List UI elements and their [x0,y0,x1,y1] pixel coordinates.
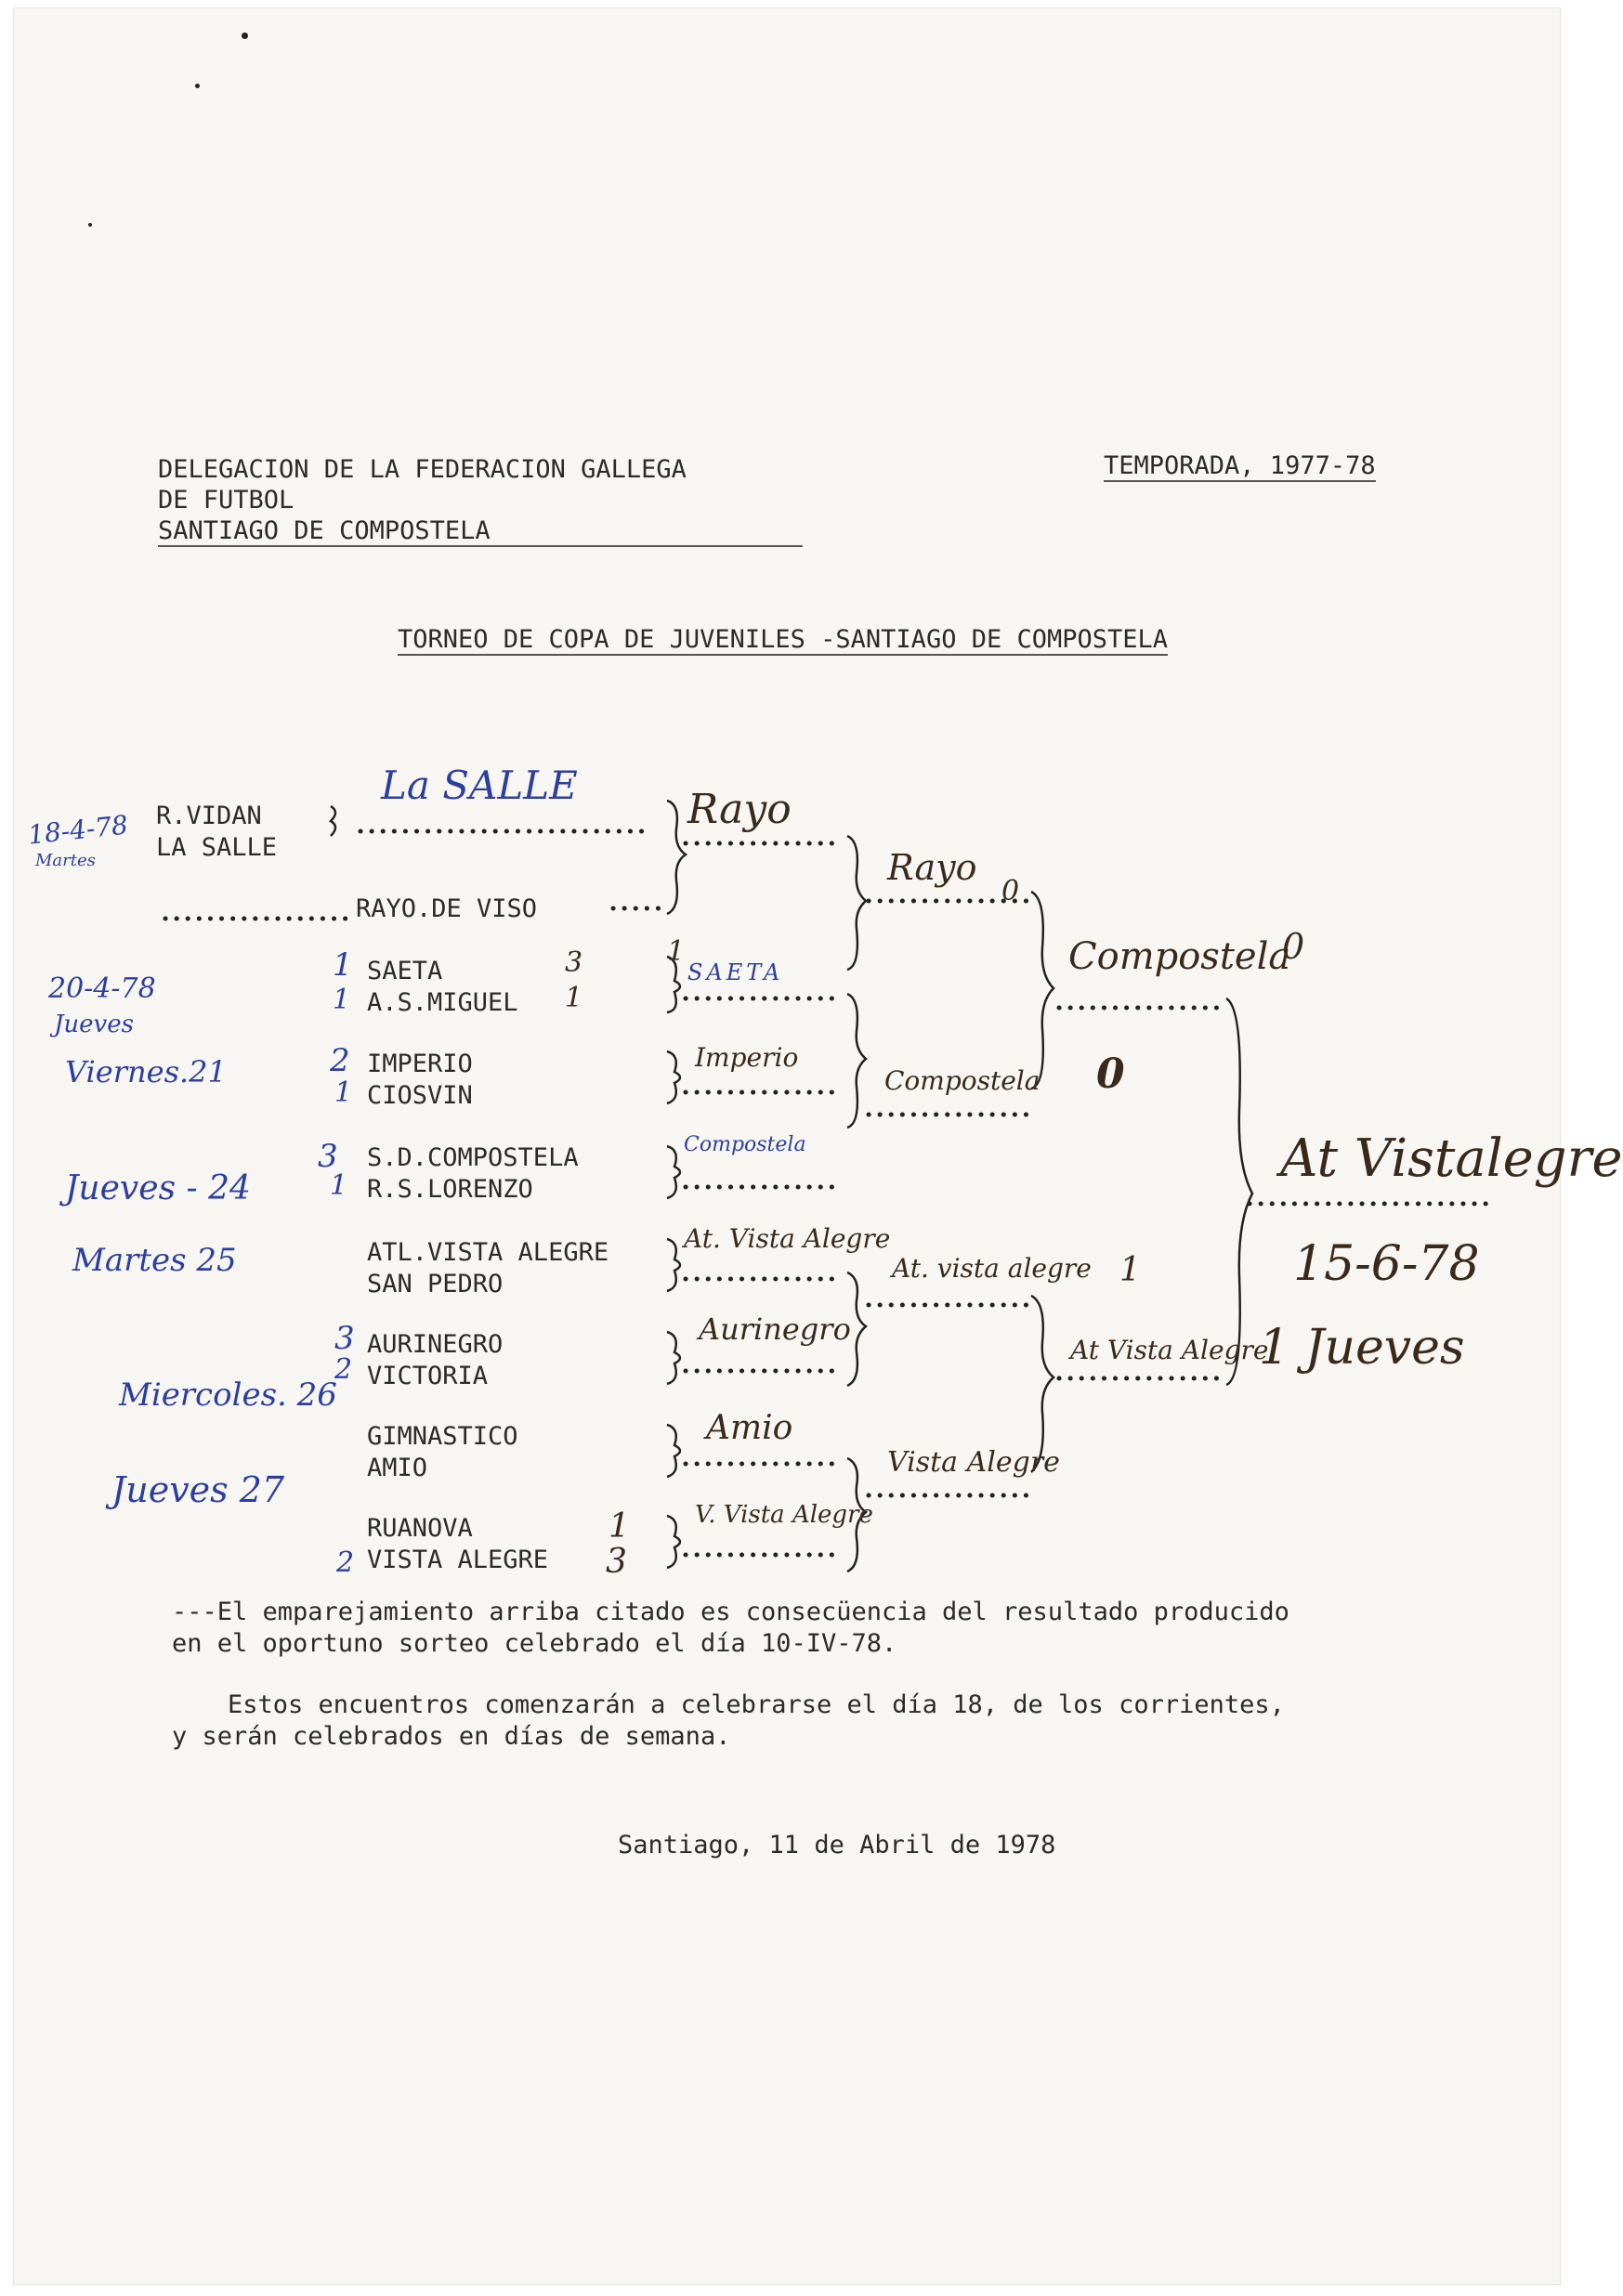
hw-score: 1 [565,982,583,1014]
hw-winner: Compostela [684,1133,806,1156]
hw-winner: Rayo [687,786,792,833]
team-name: R.VIDAN [156,802,262,830]
hw-score: 2 [336,1546,355,1579]
paragraph-2-line-2: y serán celebrados en días de semana. [172,1722,731,1751]
paragraph-1-line-1: ---El emparejamiento arriba citado es consecüencia del resultado producido [172,1598,1289,1626]
hw-mark: 1 [1119,1251,1141,1289]
team-name: RUANOVA [367,1514,473,1543]
team-name: R.S.LORENZO [367,1175,533,1204]
team-name: ATL.VISTA ALEGRE [367,1238,609,1267]
hw-winner: Amio [706,1409,793,1447]
team-name: SAETA [367,957,443,985]
bracket-brace [847,836,866,970]
tournament-title: TORNEO DE COPA DE JUVENILES -SANTIAGO DE COMPOSTELA [398,625,1169,654]
hw-winner: At Vista Alegre [1070,1335,1269,1365]
hw-winner: Vista Alegre [887,1446,1060,1479]
hw-day: Martes [35,851,96,870]
team-name: CIOSVIN [367,1081,473,1110]
bracket-brace [331,806,335,836]
hw-mark: 0 [1001,875,1020,907]
hw-winner: At. Vista Alegre [684,1223,891,1254]
team-name: S.D.COMPOSTELA [367,1143,579,1172]
hw-score: 1 [330,1169,348,1202]
hw-final-winner: At Vistalegre [1280,1128,1623,1189]
bracket-brace [667,1332,680,1384]
team-name: GIMNASTICO [367,1422,518,1451]
hw-score: 3 [606,1543,627,1581]
hw-score: 3 [565,946,583,979]
hw-score: 3 [334,1320,355,1357]
org-line-2: DE FUTBOL [158,486,294,515]
hw-score: 1 [333,984,351,1016]
org-line-1: DELEGACION DE LA FEDERACION GALLEGA [158,455,687,484]
team-name: AMIO [367,1454,428,1482]
hw-winner: La SALLE [381,763,578,808]
bracket-brace [847,994,866,1128]
hw-score: 3 [318,1138,338,1175]
hw-score: 1 [334,1076,353,1109]
team-name: VICTORIA [367,1362,489,1390]
hw-final-date: 15-6-78 [1293,1236,1480,1292]
bracket-brace [667,801,686,914]
hw-winner: Rayo [887,847,977,888]
team-name: LA SALLE [156,833,278,862]
bracket-brace [667,1516,680,1568]
bracket-brace [667,1146,680,1198]
hw-mark: 1 [667,935,686,968]
hw-score: 1 [609,1507,630,1546]
hw-winner: Aurinegro [699,1311,851,1347]
bracket-brace [1226,998,1252,1385]
team-name: VISTA ALEGRE [367,1546,549,1574]
hw-final-day: 1 Jueves [1259,1320,1465,1376]
org-line-3: SANTIAGO DE COMPOSTELA [158,518,803,547]
bracket-brace [667,1239,680,1291]
hw-score: 1 [333,946,353,984]
hw-winner: SAETA [687,959,784,985]
signoff: Santiago, 11 de Abril de 1978 [618,1831,1056,1859]
team-name: RAYO.DE VISO [356,894,538,923]
hw-winner: Imperio [695,1042,799,1073]
bracket-brace [667,1051,680,1103]
hw-date: Viernes.21 [65,1054,227,1089]
team-name: SAN PEDRO [367,1270,504,1298]
team-name: IMPERIO [367,1050,473,1078]
hw-score: 2 [334,1353,353,1386]
hw-winner: V. Vista Alegre [695,1501,873,1529]
bracket-brace [1031,892,1054,1089]
hw-date: 18-4-78 [26,809,130,851]
team-name: A.S.MIGUEL [367,988,518,1017]
hw-date: Jueves - 24 [65,1169,251,1207]
hw-date: Martes 25 [72,1242,237,1279]
team-name: AURINEGRO [367,1330,504,1359]
paragraph-1-line-2: en el oportuno sorteo celebrado el día 10-IV-78. [172,1629,897,1658]
season: TEMPORADA, 1977-78 [1104,451,1376,480]
hw-score: 2 [330,1042,350,1079]
hw-winner: Compostela [1068,935,1291,978]
paragraph-2-line-1: Estos encuentros comenzarán a celebrarse el día 18, de los corrientes, [228,1690,1285,1719]
hw-date: Jueves 27 [111,1469,285,1510]
hw-mark: 0 [1096,1050,1125,1098]
hw-date: Miercoles. 26 [119,1376,337,1414]
bracket-brace [667,1425,680,1477]
hw-winner: Compostela [884,1065,1041,1096]
hw-mark: 0 [1282,926,1305,967]
hw-date: 20-4-78 [48,972,156,1005]
hw-winner: At. vista alegre [892,1253,1092,1284]
hw-day: Jueves [54,1011,134,1038]
